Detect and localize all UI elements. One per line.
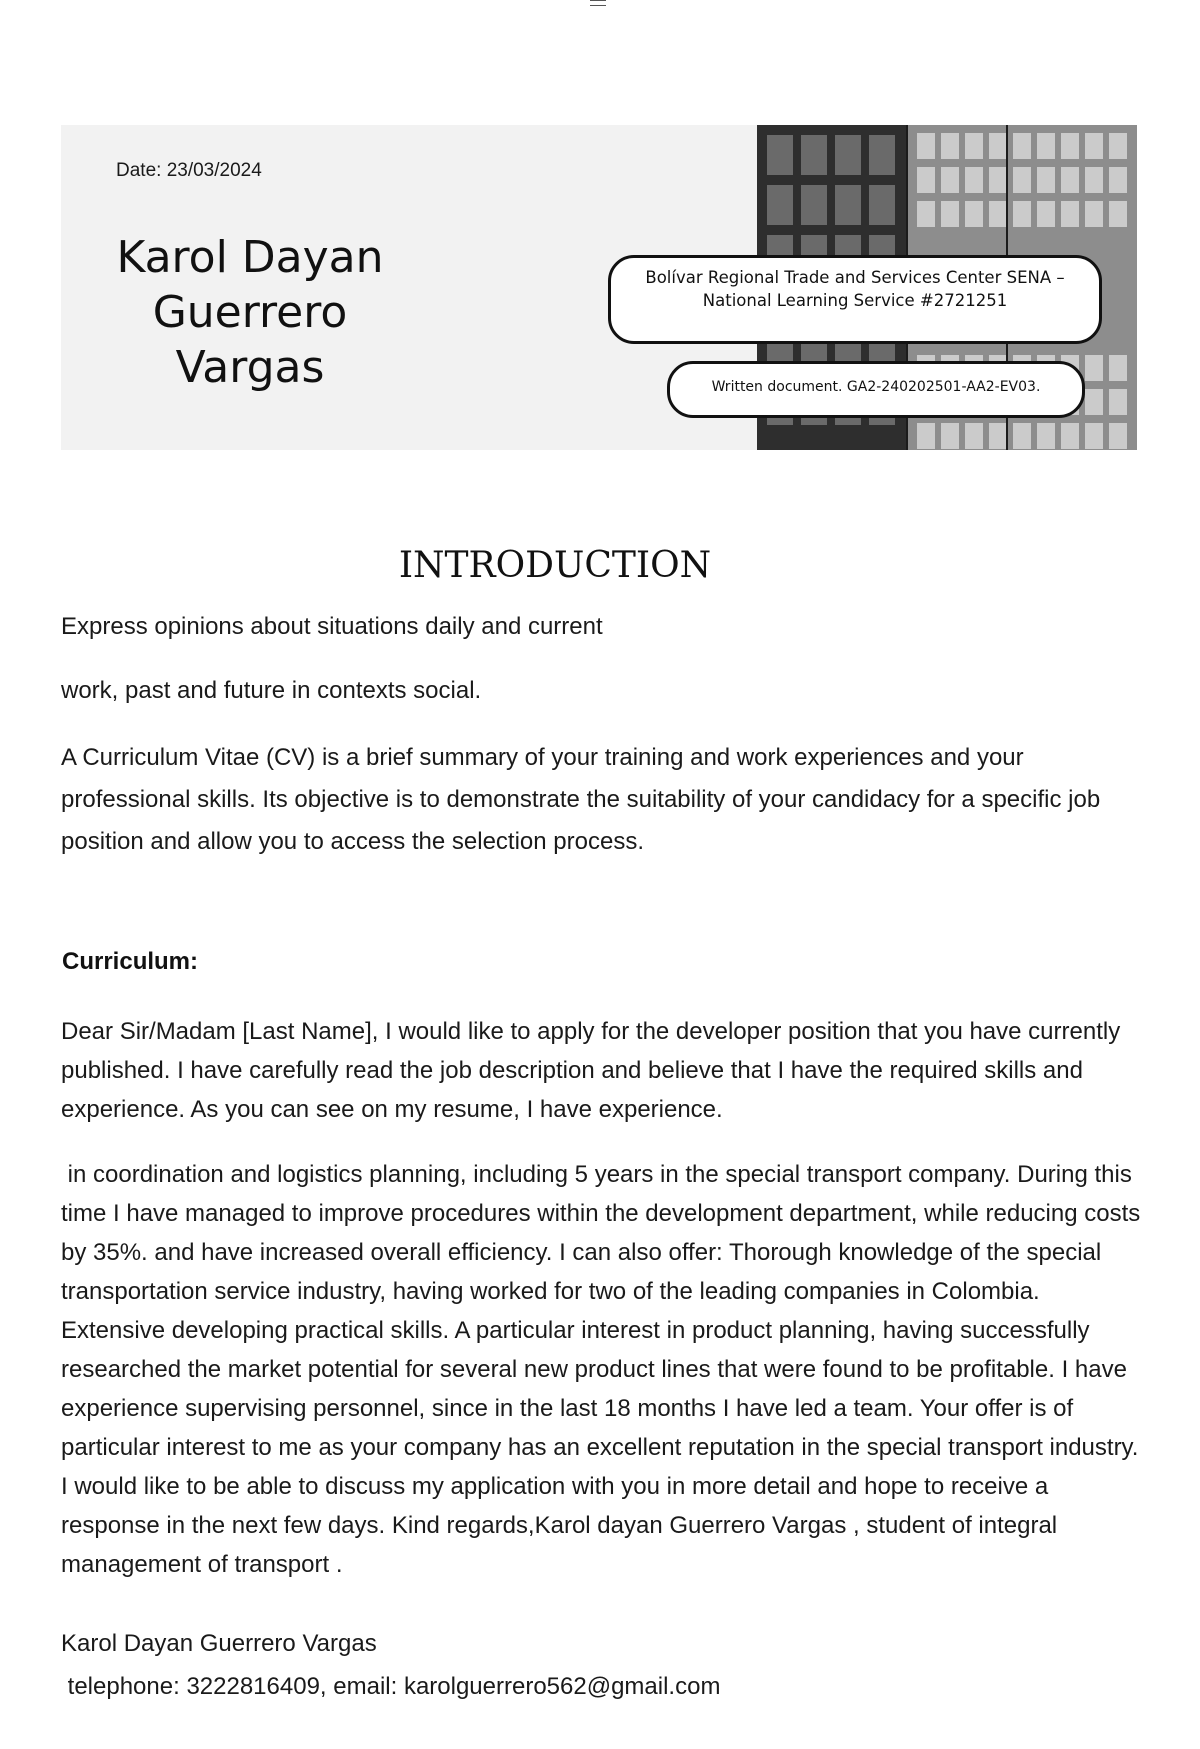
section-title-introduction: INTRODUCTION bbox=[398, 545, 712, 586]
intro-paragraph: work, past and future in contexts social. bbox=[61, 677, 482, 704]
candidate-name-line: Vargas bbox=[175, 342, 325, 393]
cover-letter-paragraph: in coordination and logistics planning, including 5 years in the special transport company. During this time I have managed to improve procedures within the development department, while reducing costs by 35%. and have increased overall efficiency. I can also offer: Thorough knowledge of the special transportation service industry, having worked for two of the leading companies in Colombia. Extensive developing practical skills. A particular interest in product planning, having successfully researched the market potential for several new product lines that were found to be profitable. I have experience supervising personnel, since in the last 18 months I have led a team. Your offer is of particular interest to me as your company has an excellent reputation in the special transport industry. I would like to be able to discuss my application with you in more detail and hope to receive a response in the next few days. Kind regards,Karol dayan Guerrero Vargas , student of integral management of transport . bbox=[61, 1161, 1147, 1578]
contact-info: telephone: 3222816409, email: karolguerrero562@gmail.com bbox=[61, 1673, 721, 1700]
document-date: Date: 23/03/2024 bbox=[116, 160, 262, 181]
intro-paragraph: Express opinions about situations daily and current bbox=[61, 613, 603, 640]
institution-line: Bolívar Regional Trade and Services Center SENA – bbox=[645, 268, 1065, 287]
candidate-name-line: Guerrero bbox=[152, 287, 348, 338]
page-top-mark bbox=[590, 0, 606, 6]
candidate-name bbox=[95, 230, 405, 395]
cv-definition-paragraph: A Curriculum Vitae (CV) is a brief summary of your training and work experiences and your professional skills. Its objective is to demonstrate the suitability of your candidacy for a specific job position and allow you to access the selection process. bbox=[61, 744, 1101, 855]
signature-name: Karol Dayan Guerrero Vargas bbox=[61, 1630, 377, 1657]
cover-letter-paragraph: Dear Sir/Madam [Last Name], I would like to apply for the developer position that you have currently published. I have carefully read the job description and believe that I have the required skills and experience. As you can see on my resume, I have experience. bbox=[61, 1018, 1121, 1123]
document-code-badge: Written document. GA2-240202501-AA2-EV03. bbox=[667, 361, 1085, 418]
curriculum-heading: Curriculum: bbox=[62, 948, 199, 975]
institution-badge bbox=[608, 255, 1102, 344]
candidate-name-line: Karol Dayan bbox=[116, 232, 384, 283]
institution-line: National Learning Service #2721251 bbox=[702, 291, 1008, 310]
